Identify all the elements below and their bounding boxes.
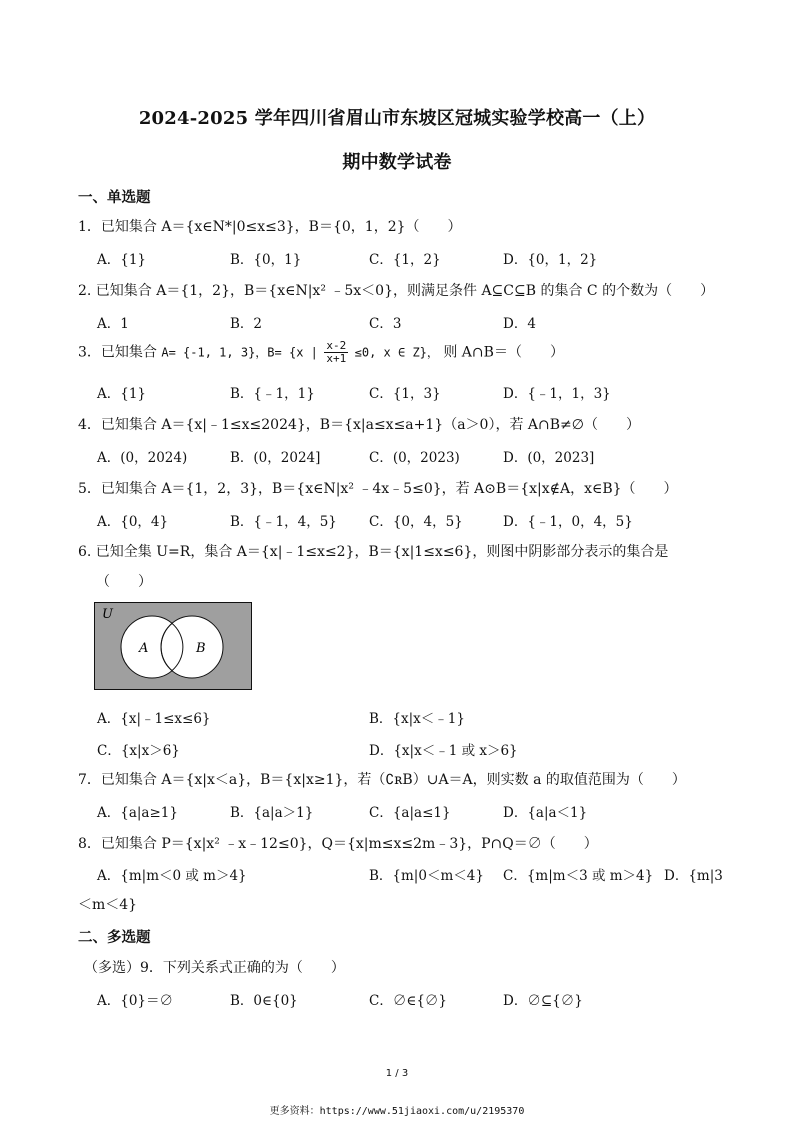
question-6-option-b: B．{x|x＜﹣1} [369, 711, 465, 727]
section-multi-choice: 二、多选题 [78, 929, 151, 946]
question-6-stem-cont: （ ） [96, 574, 152, 590]
question-9-option-c: C．∅∈{∅} [369, 993, 448, 1009]
question-5-stem: 5．已知集合 A＝{1，2，3}，B＝{x∈N|x² ﹣4x﹣5≤0}，若 A⊙B＝{x|x∉A，x∈B}（ ） [78, 481, 678, 497]
question-6-option-d: D．{x|x＜﹣1 或 x＞6} [369, 743, 518, 759]
question-2-option-d: D．4 [503, 316, 536, 332]
question-5-option-a: A．{0，4} [97, 514, 169, 530]
question-3-option-a: A．{1} [97, 386, 147, 402]
question-8-option-d-cont: ＜m＜4} [78, 897, 138, 913]
question-9-option-b: B．0∈{0} [230, 993, 298, 1009]
question-2-option-c: C．3 [369, 316, 402, 332]
question-2-option-a: A．1 [97, 316, 129, 332]
question-5-option-b: B．{﹣1，4，5} [230, 514, 337, 530]
question-6-option-c: C．{x|x＞6} [97, 743, 180, 759]
paper-title-line2: 期中数学试卷 [342, 152, 452, 173]
section-single-choice: 一、单选题 [78, 189, 151, 206]
question-7-option-b: B．{a|a＞1} [230, 805, 314, 821]
question-4-option-d: D．(0，2023] [503, 450, 595, 466]
question-8-stem: 8．已知集合 P＝{x|x² ﹣x﹣12≤0}，Q＝{x|m≤x≤2m﹣3}，P∩Q＝∅（ ） [78, 836, 598, 852]
question-6-stem: 6. 已知全集 U=R，集合 A＝{x|﹣1≤x≤2}，B＝{x|1≤x≤6}，则图中阴影部分表示的集合是 [78, 544, 669, 560]
question-3-set-b-tail: ≤0, x ∈ Z}， [354, 345, 439, 360]
question-3-option-c: C．{1，3} [369, 386, 441, 402]
question-3-option-b: B．{﹣1，1} [230, 386, 315, 402]
question-8-option-a: A．{m|m＜0 或 m＞4} [97, 868, 247, 884]
paper-title-line1: 2024-2025 学年四川省眉山市东坡区冠城实验学校高一（上） [138, 108, 656, 129]
question-6-option-a: A．{x|﹣1≤x≤6} [97, 711, 211, 727]
venn-diagram [94, 602, 252, 690]
question-7-option-a: A．{a|a≥1} [97, 805, 178, 821]
question-8-option-b: B．{m|0＜m＜4} [369, 868, 484, 884]
question-8-option-c: C．{m|m＜3 或 m＞4} [503, 868, 654, 884]
question-3-set-a: A= {-1, 1, 3}，B= {x | [161, 345, 318, 360]
question-1-option-b: B．{0，1} [230, 252, 302, 268]
question-3-suffix: 则 A∩B＝（ ） [443, 344, 564, 361]
fraction-numerator: x-2 [326, 339, 347, 352]
venn-label-a: A [139, 641, 149, 656]
question-1-option-c: C．{1，2} [369, 252, 441, 268]
question-3-prefix: 3．已知集合 [78, 344, 157, 361]
question-3-fraction [324, 340, 348, 365]
question-7-option-d: D．{a|a＜1} [503, 805, 588, 821]
question-9-stem: （多选）9．下列关系式正确的为（ ） [84, 960, 345, 976]
question-9-option-d: D．∅⊆{∅} [503, 993, 583, 1009]
venn-label-u: U [102, 607, 113, 622]
question-9-option-a: A．{0}＝∅ [97, 993, 174, 1009]
question-4-stem: 4．已知集合 A＝{x|﹣1≤x≤2024}，B＝{x|a≤x≤a+1}（a＞0），若 A∩B≠∅（ ） [78, 417, 640, 433]
question-8-option-d: D．{m|3 [664, 868, 723, 884]
question-3-stem [78, 340, 564, 365]
question-1-option-a: A．{1} [97, 252, 147, 268]
question-4-option-c: C．(0，2023) [369, 450, 460, 466]
question-3-option-d: D．{﹣1，1，3} [503, 386, 611, 402]
question-7-option-c: C．{a|a≤1} [369, 805, 451, 821]
question-5-option-c: C．{0，4，5} [369, 514, 463, 530]
question-1-option-d: D．{0，1，2} [503, 252, 598, 268]
venn-label-b: B [196, 641, 206, 656]
question-2-option-b: B．2 [230, 316, 263, 332]
question-4-option-b: B．(0，2024] [230, 450, 321, 466]
question-7-stem: 7．已知集合 A＝{x|x＜a}，B＝{x|x≥1}，若（∁ʀB）∪A＝A，则实数 a 的取值范围为（ ） [78, 772, 686, 788]
fraction-denominator: x+1 [326, 352, 347, 365]
question-2-stem: 2. 已知集合 A＝{1，2}，B＝{x∈N|x² ﹣5x＜0}，则满足条件 A⊆C⊆B 的集合 C 的个数为（ ） [78, 283, 715, 299]
question-1-stem: 1．已知集合 A＝{x∈N*|0≤x≤3}，B＝{0，1，2}（ ） [78, 219, 462, 235]
question-4-option-a: A．(0，2024) [97, 450, 188, 466]
page-number: 1 / 3 [385, 1068, 409, 1079]
footer-resource-link[interactable]: 更多资料：https://www.51jiaoxi.com/u/2195370 [269, 1106, 525, 1117]
question-5-option-d: D．{﹣1，0，4，5} [503, 514, 633, 530]
